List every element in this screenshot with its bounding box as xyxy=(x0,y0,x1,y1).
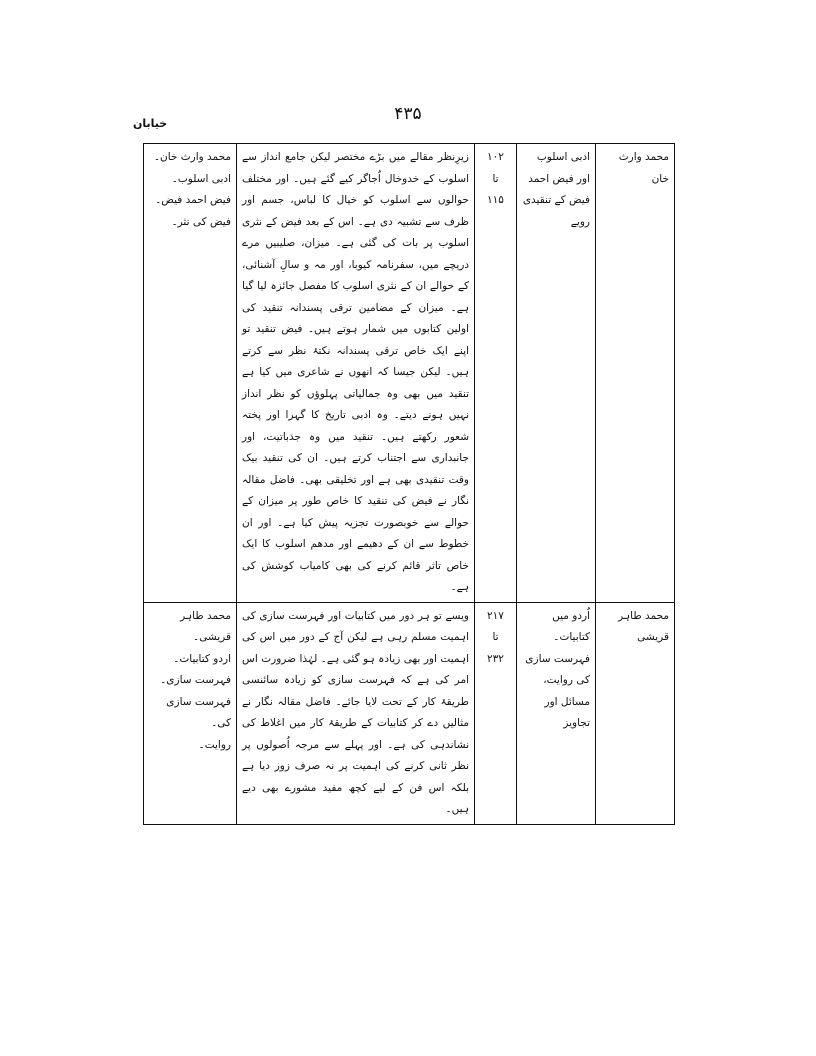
page-start: ۲۱۷ xyxy=(487,609,504,622)
table-row xyxy=(144,144,675,603)
keyword: محمد طاہر قریشی۔ xyxy=(180,609,231,643)
keyword: محمد وارث خان۔ xyxy=(153,151,231,163)
summary-cell: زیرِنظر مقالے میں بڑے مختصر لیکن جامع انداز سے اسلوب کے خدوخال اُجاگر کیے گئے ہیں۔ اور مختلف حوالوں سے اسلوب کو خیال کا لباس، جسم اور ظرف سے تشبیہ دی ہے۔ اس کے بعد فیض کے نثری اسلوب پر بات کی گئی ہے۔ میزان، صلیبیں مرے دریچے میں، سفرنامہ کیوبا، اور مہ و سالِ آشنائی، کے حوالے ان کے نثری اسلوب کا مفصل جائزہ لیا گیا ہے۔ میزان کے مضامین ترقی پسندانہ تنقید کی اولین کتابوں میں شمار ہوتے ہیں۔ فیض تنقید تو اپنے ایک خاص ترقی پسندانہ نکتۂ نظر سے کرتے ہیں۔ لیکن جیسا کہ انھوں نے شاعری میں کیا ہے تنقید میں بھی وہ جمالیاتی پہلوؤں کو نظر انداز نہیں ہونے دیتے۔ وہ ادبی تاریخ کا گہرا اور پختہ شعور رکھتے ہیں۔ تنقید میں وہ جذباتیت، اور جانبداری سے اجتناب کرتے ہیں۔ ان کی تنقید بیک وقت تنقیدی بھی ہے اور تخلیقی بھی۔ فاضل مقالہ نگار نے فیض کی تنقید کا خاص طور پر میزان کے حوالے سے خوبصورت تجزیہ پیش کیا ہے۔ اور ان خطوط سے ان کے دھیمے اور مدھم اسلوب کا ایک خاص تاثر قائم کرنے کی بھی کامیاب کوشش کی ہے۔ xyxy=(237,144,475,603)
page-end: ۱۱۵ xyxy=(487,194,504,206)
page-start: ۱۰۲ xyxy=(487,151,504,163)
summary-cell: ویسے تو ہر دور میں کتابیات اور فہرست سازی کی اہمیت مسلم رہی ہے لیکن آج کے دور میں اس کی اہمیت اور بھی زیادہ ہو گئی ہے۔ لہٰذا ضرورت اس امر کی ہے کہ فہرست سازی کو زیادہ سائنسی طریقۂ کار کے تحت لایا جائے۔ فاضل مقالہ نگار نے مثالیں دے کر کتابیات کے طریقۂ کار میں اغلاط کی نشاندہی کی ہے۔ اور پہلے سے مرجہ اُصولوں پر نظر ثانی کرنے کی اہمیت پر نہ صرف زور دیا ہے بلکہ اس فن کے لیے کچھ مفید مشورے بھی دیے ہیں۔ xyxy=(237,602,475,824)
keyword: اردو کتابیات۔ xyxy=(173,652,231,665)
keyword: فیض کی نثر۔ xyxy=(171,215,231,228)
keyword: ادبی اسلوب۔ xyxy=(171,172,231,185)
table-row xyxy=(144,602,675,824)
article-index-table xyxy=(143,143,675,825)
title-cell: ادبی اسلوب اور فیض احمد فیض کے تنقیدی رویے xyxy=(517,144,596,603)
keyword: روایت۔ xyxy=(198,738,231,751)
keyword: فہرست سازی۔ xyxy=(160,674,231,686)
running-title: خیابان xyxy=(133,117,168,130)
keywords-cell xyxy=(144,602,237,824)
page-number: ۴۳۵ xyxy=(394,104,422,124)
keyword: فیض احمد فیض۔ xyxy=(155,194,231,206)
page-end: ۲۳۲ xyxy=(487,652,504,665)
page-to: تا xyxy=(492,172,499,185)
title-cell: اُردو میں کتابیات۔ فہرست سازی کی روایت، مسائل اور تجاویز xyxy=(517,602,596,824)
page-to: تا xyxy=(492,631,499,643)
pages-cell xyxy=(475,602,517,824)
keywords-cell xyxy=(144,144,237,603)
author-cell: محمد طاہر قریشی xyxy=(596,602,675,824)
pages-cell xyxy=(475,144,517,603)
keyword: فہرست سازی کی۔ xyxy=(166,695,231,729)
author-cell: محمد وارث خان xyxy=(596,144,675,603)
